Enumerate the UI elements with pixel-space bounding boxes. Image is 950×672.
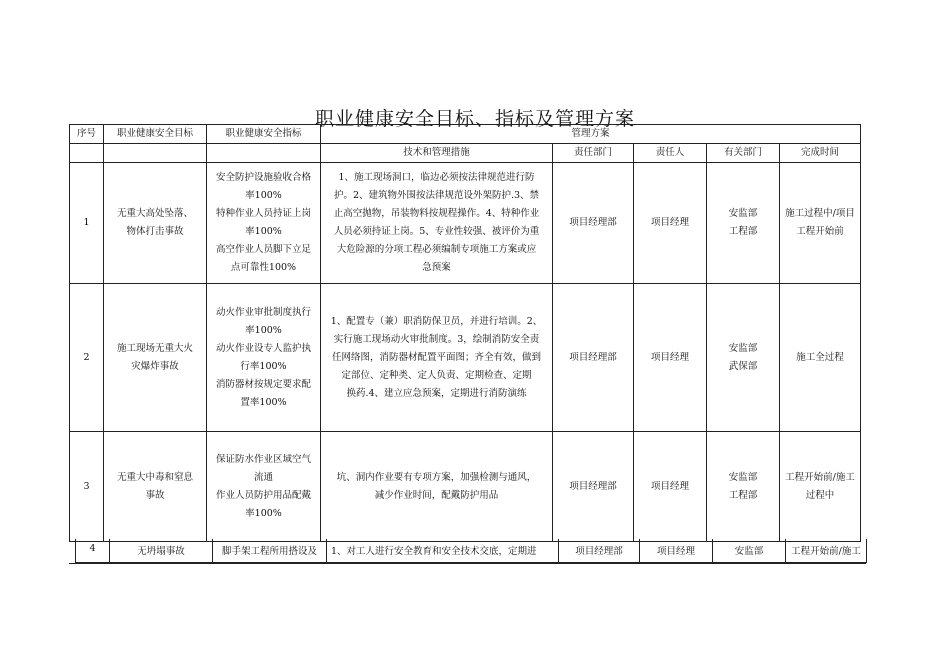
table-row [70,284,861,432]
header-seq: 序号 [70,125,104,144]
table-row [70,432,861,542]
header-measures: 技术和管理措施 [321,144,553,163]
row-person: 项目经理 [634,163,707,284]
row-person: 项目经理 [640,539,713,563]
row-goal: 无重大高处坠落、 物体打击事故 [104,163,207,284]
header-indicator: 职业健康安全指标 [207,125,321,144]
header-row-1 [70,125,861,144]
table-bottom-divider [69,563,866,564]
row-indicators: 脚手架工程所用搭设及 [213,539,327,563]
row-related: 安监部 工程部 [707,432,780,542]
row-seq: 3 [70,432,104,542]
header-related: 有关部门 [707,144,780,163]
header-blank [104,144,207,163]
row-measures: 1、配置专（兼）职消防保卫员，并进行培训。2、 实行施工现场动火审批制度。3，绘制消防安全责 任网络图，消防器材配置平面图；齐全有效，做到 定部位、定种类、定人负责、定期检查、定期 换药.4、建立应急预案，定期进行消防演练 [321,284,553,432]
row-measures: 1、对工人进行安全教育和安全技术交底，定期进 [327,539,559,563]
row-person: 项目经理 [634,432,707,542]
row-indicators: 动火作业审批制度执行 率100% 动火作业设专人监护执 行率100% 消防器材按规定要求配 置率100% [207,284,321,432]
table-row [70,163,861,284]
row-related: 安监部 武保部 [707,284,780,432]
row-indicators: 安全防护设施验收合格 率100% 特种作业人员持证上岗 率100% 高空作业人员脚下立足 点可靠性100% [207,163,321,284]
header-time: 完成时间 [780,144,861,163]
row-dept: 项目经理部 [553,432,634,542]
row-goal: 施工现场无重大火 灾爆炸事故 [104,284,207,432]
row-goal: 无重大中毒和窒息 事故 [104,432,207,542]
management-plan-table [69,124,861,542]
row-seq: 4 [76,539,110,563]
row-related: 安监部 工程部 [707,163,780,284]
row-time: 施工过程中/项目 工程开始前 [780,163,861,284]
row-dept: 项目经理部 [559,539,640,563]
header-row-2 [70,144,861,163]
header-blank [70,144,104,163]
header-person: 责任人 [634,144,707,163]
row-dept: 项目经理部 [553,284,634,432]
row-measures: 坑、洞内作业要有专项方案，加强检测与通风， 减少作业时间，配戴防护用品 [321,432,553,542]
header-blank [207,144,321,163]
page-title: 职业健康安全目标、指标及管理方案 [314,108,635,130]
header-goal: 职业健康安全目标 [104,125,207,144]
row-seq: 1 [70,163,104,284]
row-time: 工程开始前/施工 [786,539,867,563]
row-time: 施工全过程 [780,284,861,432]
header-dept: 责任部门 [553,144,634,163]
row-measures: 1、施工现场洞口，临边必须按法律规范进行防 护。2、建筑物外围按法律规范设外架防护.3、禁 止高空抛物，吊装物料按规程操作。4、特种作业 人员必须持证上岗。5、专业性较强、被评价为重 大危险源的分项工程必须编制专项施工方案或应 急预案 [321,163,553,284]
row-related: 安监部 [713,539,786,563]
row-seq: 2 [70,284,104,432]
row-goal: 无坍塌事故 [110,539,213,563]
row-dept: 项目经理部 [553,163,634,284]
table-row [76,539,867,563]
row-time: 工程开始前/施工 过程中 [780,432,861,542]
row-person: 项目经理 [634,284,707,432]
continued-table-row [75,539,867,563]
row-indicators: 保证防水作业区域空气 流通 作业人员防护用品配戴 率100% [207,432,321,542]
header-plan: 管理方案 [321,125,861,144]
